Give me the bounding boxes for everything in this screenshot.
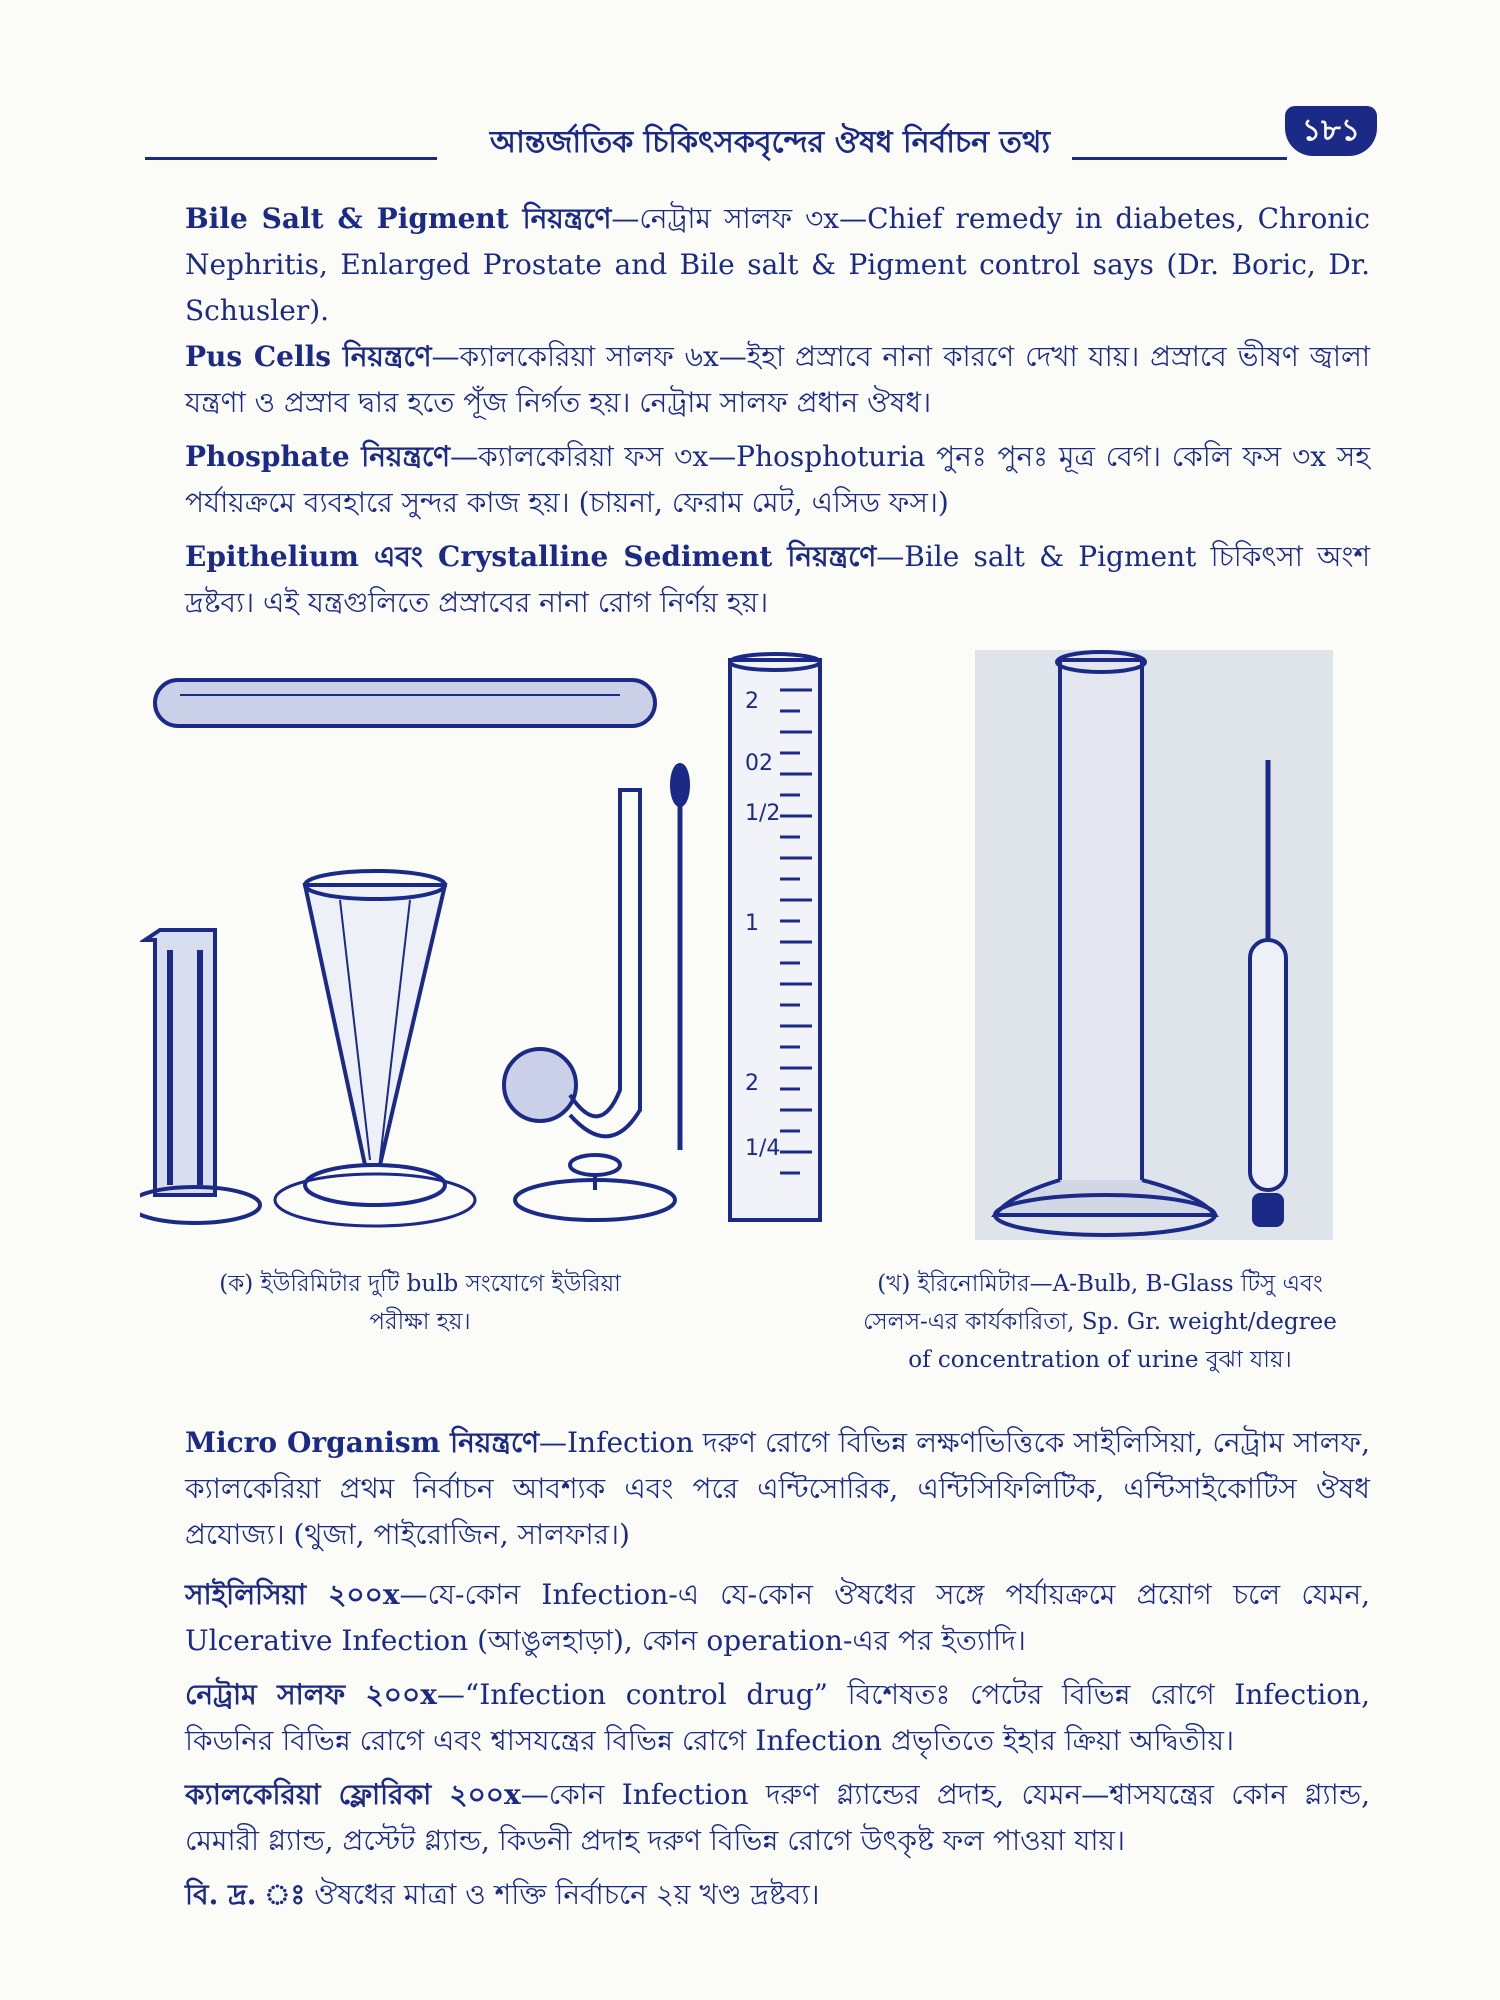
caption-right-line-2: সেলস-এর কার্যকারিতা, Sp. Gr. weight/degree [863,1309,1337,1335]
graduation-label: 1/4 [745,1136,781,1161]
figure-caption-left [180,1265,660,1341]
graduation-label: 1 [745,911,759,936]
term-pus-cells: Pus Cells নিয়ন্ত্রণে [185,340,432,373]
text-silicea: —যে-কোন Infection-এ যে-কোন ঔষধের সঙ্গে পর্যায়ক্রমে প্রয়োগ চলে যেমন, Ulcerative Infection (আঙুলহাড়া), কোন operation-এর পর ইত্যাদি। [185,1578,1371,1657]
graduation-label: 02 [745,751,773,776]
glassware-illustration [140,640,1380,1240]
caption-left-line-1: (ক) ইউরিমিটার দুটি bulb সংযোগে ইউরিয়া [219,1271,621,1297]
urinometer-icon [1250,760,1286,1225]
small-cylinder-icon [140,930,260,1223]
term-epithelium: Epithelium এবং Crystalline Sediment নিয়ন্ত্রণে [185,540,877,573]
page-number-badge: ১৮১ [1285,106,1377,156]
text-phosphate: —ক্যালকেরিয়া ফস ৩x—Phosphoturia পুনঃ পুনঃ মূত্র বেগ। কেলি ফস ৩x সহ পর্যায়ক্রমে ব্যবহারে সুন্দর কাজ হয়। (চায়না, ফেরাম মেট, এসিড ফস।) [185,440,1370,519]
text-micro-organism: —Infection দরুণ রোগে বিভিন্ন লক্ষণভিত্তিকে সাইলিসিয়া, নেট্রাম সালফ, ক্যালকেরিয়া প্রথম নির্বাচন আবশ্যক এবং পরে এন্টিসোরিক, এন্টিসিফিলিটিক, এন্টিসাইকোটিস ঔষধ প্রযোজ্য। (থুজা, পাইরোজিন, সালফার।) [185,1426,1370,1551]
paragraph-phosphate [145,434,1370,526]
large-cylinder-icon [995,652,1215,1235]
ureometer-icon [504,765,688,1220]
caption-right-line-1: (খ) ইরিনোমিটার—A-Bulb, B-Glass টিসু এবং [877,1271,1323,1297]
term-note: বি. দ্র. ঃ [185,1878,306,1911]
text-bile-salt: —নেট্রাম সালফ ৩x—Chief remedy in diabetes, Chronic Nephritis, Enlarged Prostate and Bile salt & Pigment control says (Dr. Boric, Dr. Schusler). [185,202,1370,327]
paragraph-micro-organism [145,1420,1370,1558]
term-calc-fluor: ক্যালকেরিয়া ফ্লোরিকা ২০০x [185,1778,521,1811]
lab-glassware-figure [140,640,1380,1240]
term-bile-salt: Bile Salt & Pigment নিয়ন্ত্রণে [185,202,612,235]
text-note: ঔষধের মাত্রা ও শক্তি নির্বাচনে ২য় খণ্ড দ্রষ্টব্য। [305,1878,820,1911]
text-calc-fluor: —কোন Infection দরুণ গ্ল্যান্ডের প্রদাহ, যেমন—শ্বাসযন্ত্রের কোন গ্ল্যান্ড, মেমারী গ্ল্যান্ড, প্রস্টেট গ্ল্যান্ড, কিডনী প্রদাহ দরুণ বিভিন্ন রোগে উৎকৃষ্ট ফল পাওয়া যায়। [185,1778,1371,1857]
term-micro-organism: Micro Organism নিয়ন্ত্রণে [185,1426,539,1459]
graduation-label: 1/2 [745,801,781,826]
text-epithelium: —Bile salt & Pigment চিকিৎসা অংশ দ্রষ্টব্য। এই যন্ত্রগুলিতে প্রস্রাবের নানা রোগ নির্ণয় হয়। [185,540,1371,619]
header-rule-right [1072,157,1287,160]
figure-caption-right [840,1265,1360,1379]
caption-right-line-3: of concentration of urine বুঝা যায়। [908,1347,1292,1373]
running-head-title: আন্তর্জাতিক চিকিৎসকবৃন্দের ঔষধ নির্বাচন তথ্য [489,125,1051,160]
paragraph-silicea [145,1572,1370,1664]
paragraph-epithelium [145,534,1370,626]
paragraph-pus-cells [145,334,1370,426]
text-pus-cells: —ক্যালকেরিয়া সালফ ৬x—ইহা প্রস্রাবে নানা কারণে দেখা যায়। প্রস্রাবে ভীষণ জ্বালা যন্ত্রণা ও প্রস্রাব দ্বার হতে পূঁজ নির্গত হয়। নেট্রাম সালফ প্রধান ঔষধ। [185,340,1370,419]
paragraph-note [145,1872,1370,1918]
text-natrum-sulph: —“Infection control drug” বিশেষতঃ পেটের বিভিন্ন রোগে Infection, কিডনির বিভিন্ন রোগে এবং শ্বাসযন্ত্রের বিভিন্ন রোগে Infection প্রভৃতিতে ইহার ক্রিয়া অদ্বিতীয়। [185,1678,1370,1757]
paragraph-bile-salt [145,196,1370,334]
term-natrum-sulph: নেট্রাম সালফ ২০০x [185,1678,437,1711]
header-rule-left [145,157,437,160]
term-phosphate: Phosphate নিয়ন্ত্রণে [185,440,451,473]
term-silicea: সাইলিসিয়া ২০০x [185,1578,400,1611]
paragraph-calc-fluor [145,1772,1370,1864]
graduation-label: 2 [745,689,759,714]
conical-glass-icon [275,871,475,1226]
caption-left-line-2: পরীক্ষা হয়। [369,1309,471,1335]
graduation-label: 2 [745,1071,759,1096]
test-tube-icon [155,680,655,726]
paragraph-natrum-sulph [145,1672,1370,1764]
